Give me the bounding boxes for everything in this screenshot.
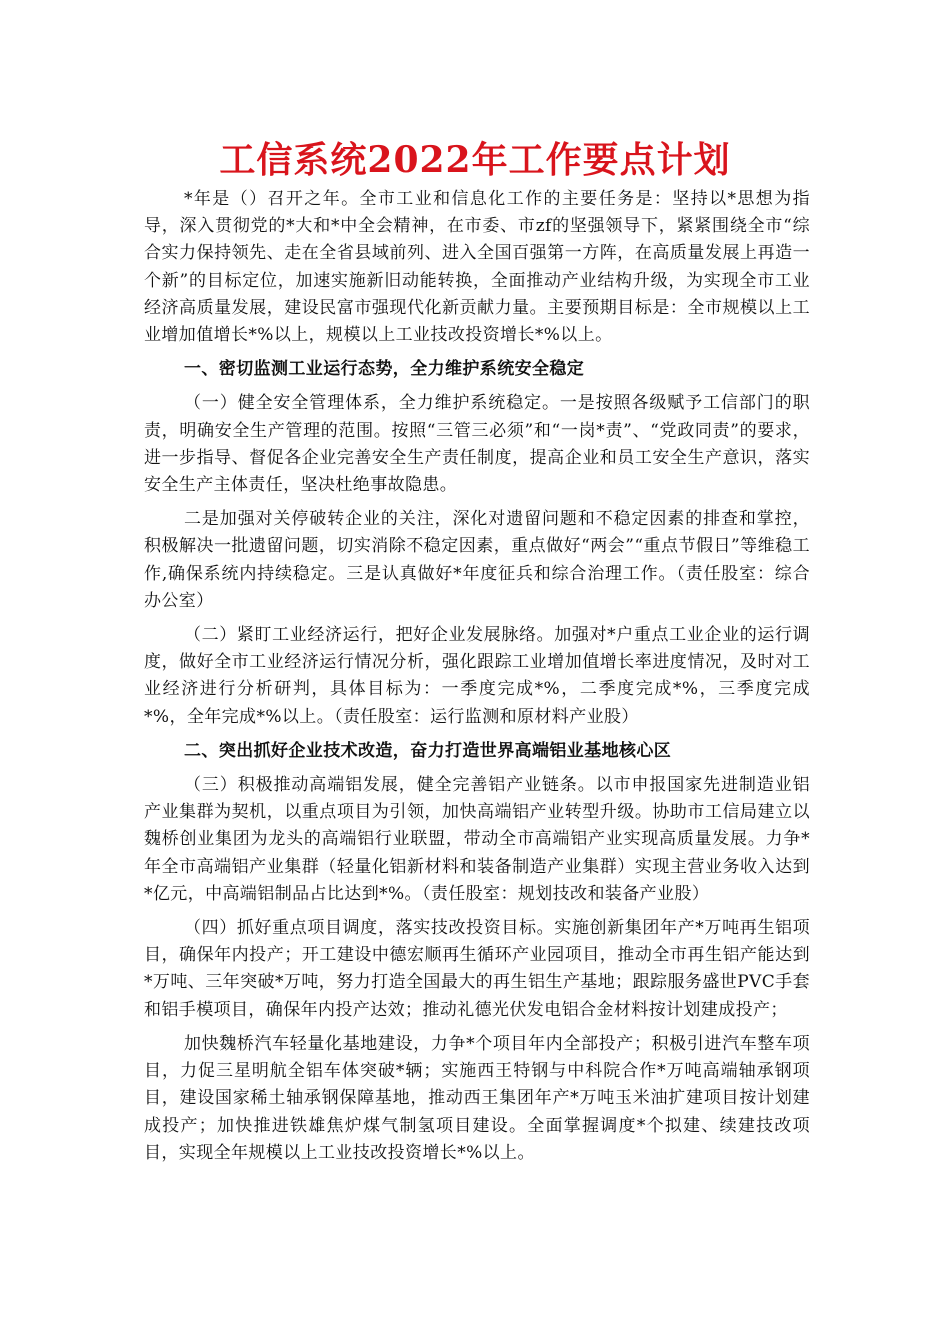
section-heading-1: 一、密切监测工业运行态势，全力维护系统安全稳定	[184, 359, 585, 380]
document-title: 工信系统2022年工作要点计划	[219, 139, 731, 181]
intro-paragraph: *年是（）召开之年。全市工业和信息化工作的主要任务是：坚持以*思想为指导，深入贯彻党的*大和*中全会精神，在市委、市zf的坚强领导下，紧紧围绕全市“综合实力保持领先、走在全省县域前列、进入全国百强第一方阵，在高质量发展上再造一个新”的目标定位，加速实施新旧动能转换，全面推动产业结构升级，为实现全市工业经济高质量发展，建设民富市强现代化新贡献力量。主要预期目标是：全市规模以上工业增加值增长*%以上，规模以上工业技改投资增长*%以上。	[144, 189, 810, 346]
body-paragraph: （四）抓好重点项目调度，落实技改投资目标。实施创新集团年产*万吨再生铝项目，确保年内投产；开工建设中德宏顺再生循环产业园项目，推动全市再生铝产能达到*万吨、三年突破*万吨，努力打造全国最大的再生铝生产基地；跟踪服务盛世PVC手套和铝手模项目，确保年内投产达效；推动礼德光伏发电铝合金材料按计划建成投产；	[144, 918, 810, 1020]
document-body	[144, 186, 810, 1174]
body-paragraph: （三）积极推动高端铝发展，健全完善铝产业链条。以市申报国家先进制造业铝产业集群为契机，以重点项目为引领，加快高端铝产业转型升级。协助市工信局建立以魏桥创业集团为龙头的高端铝行业联盟，带动全市高端铝产业实现高质量发展。力争*年全市高端铝产业集群（轻量化铝新材料和装备制造产业集群）实现主营业务收入达到*亿元，中高端铝制品占比达到*%。（责任股室：规划技改和装备产业股）	[144, 775, 810, 904]
body-paragraph: （二）紧盯工业经济运行，把好企业发展脉络。加强对*户重点工业企业的运行调度，做好全市工业经济运行情况分析，强化跟踪工业增加值增长率进度情况，及时对工业经济进行分析研判，具体目标为：一季度完成*%，二季度完成*%，三季度完成*%，全年完成*%以上。（责任股室：运行监测和原材料产业股）	[144, 625, 810, 727]
section-heading-2: 二、突出抓好企业技术改造，奋力打造世界高端铝业基地核心区	[184, 740, 672, 761]
body-paragraph: 二是加强对关停破转企业的关注，深化对遗留问题和不稳定因素的排查和掌控，积极解决一批遗留问题，切实消除不稳定因素，重点做好“两会”“重点节假日”等维稳工作,确保系统内持续稳定。三是认真做好*年度征兵和综合治理工作。（责任股室：综合办公室）	[144, 509, 810, 611]
body-paragraph: （一）健全安全管理体系，全力维护系统稳定。一是按照各级赋予工信部门的职责，明确安全生产管理的范围。按照“三管三必须”和“一岗*责”、“党政同责”的要求，进一步指导、督促各企业完善安全生产责任制度，提高企业和员工安全生产意识，落实安全生产主体责任，坚决杜绝事故隐患。	[144, 393, 810, 496]
body-paragraph: 加快魏桥汽车轻量化基地建设，力争*个项目年内全部投产；积极引进汽车整车项目，力促三星明航全铝车体突破*辆；实施西王特钢与中科院合作*万吨高端轴承钢项目，建设国家稀土轴承钢保障基地，推动西王集团年产*万吨玉米油扩建项目按计划建成投产；加快推进铁雄焦炉煤气制氢项目建设。全面掌握调度*个拟建、续建技改项目，实现全年规模以上工业技改投资增长*%以上。	[144, 1033, 810, 1163]
